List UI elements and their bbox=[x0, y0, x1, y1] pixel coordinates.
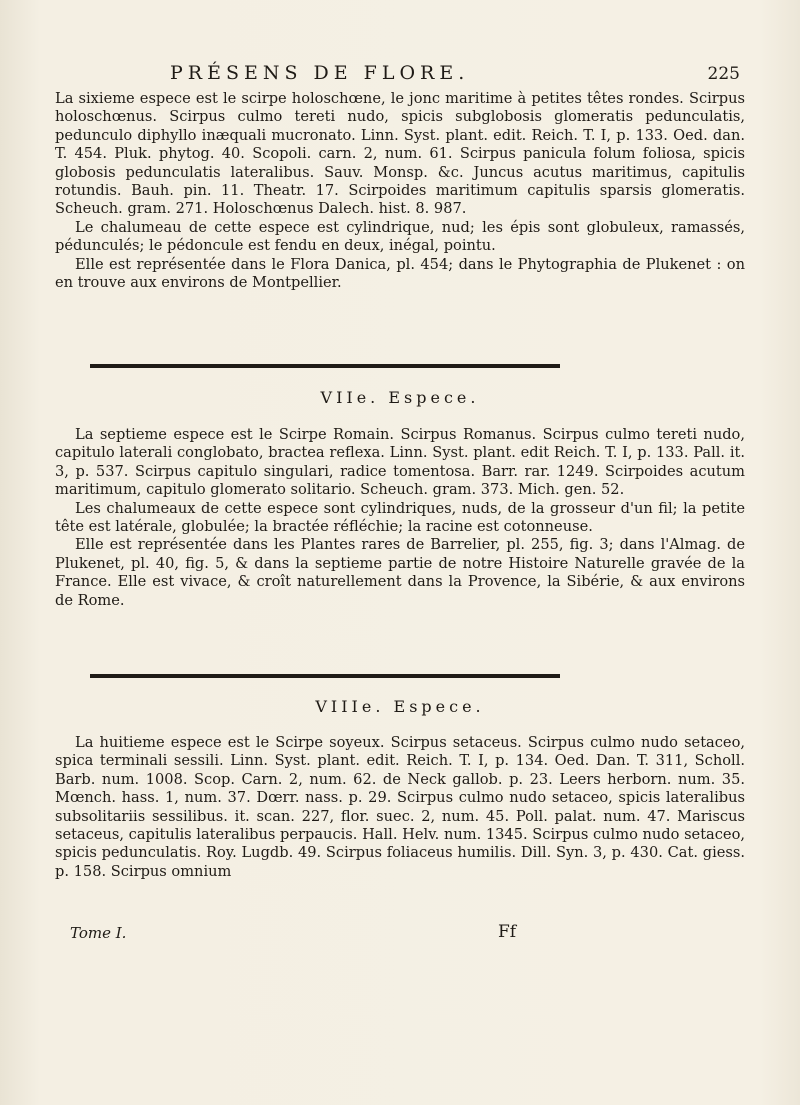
paragraph: La septieme espece est le Scirpe Romain. Scirpus Romanus. Scirpus culmo tereti nudo, capitulo laterali conglobato, bractea reflexa. Linn. Syst. plant. edit Reich. T. I, p. 133. Pall. it. 3, p. 537. Scirpus capitulo singulari, radice tomentosa. Barr. rar. 1249. Scirpoides acutum maritimum, capitulo glomerato solitario. Scheuch. gram. 373. Mich. gen. 52. bbox=[55, 426, 745, 499]
section-divider bbox=[90, 364, 560, 368]
section-8-text bbox=[55, 734, 745, 881]
volume-label: Tome I. bbox=[70, 924, 127, 942]
section-divider bbox=[90, 674, 560, 678]
paragraph: La huitieme espece est le Scirpe soyeux. Scirpus setaceus. Scirpus culmo nudo setaceo, spica terminali sessili. Linn. Syst. plant. edit. Reich. T. I, p. 134. Oed. Dan. T. 311, Scholl. Barb. num. 1008. Scop. Carn. 2, num. 62. de Neck gallob. p. 23. Leers herborn. num. 35. Mœnch. hass. 1, num. 37. Dœrr. nass. p. 29. Scirpus culmo nudo setaceo, spicis lateralibus subsolitariis sessilibus. it. scan. 227, flor. suec. 2, num. 45. Poll. palat. num. 47. Mariscus setaceus, capitulis lateralibus perpaucis. Hall. Helv. num. 1345. Scirpus culmo nudo setaceo, spicis pedunculatis. Roy. Lugdb. 49. Scirpus foliaceus humilis. Dill. Syn. 3, p. 430. Cat. giess. p. 158. Scirpus omnium bbox=[55, 734, 745, 880]
paragraph: Les chalumeaux de cette espece sont cylindriques, nuds, de la grosseur d'un fil; la petite tête est latérale, globulée; la bractée réfléchie; la racine est cotonneuse. bbox=[55, 499, 745, 536]
paragraph: Elle est représentée dans les Plantes rares de Barrelier, pl. 255, fig. 3; dans l'Almag. de Plukenet, pl. 40, fig. 5, & dans la septieme partie de notre Histoire Naturelle gravée de la France. Elle est vivace, & croît naturellement dans la Provence, la Sibérie, & aux environs de Rome. bbox=[55, 536, 745, 609]
paragraph: Le chalumeau de cette espece est cylindrique, nud; les épis sont globuleux, ramassés, pédunculés; le pédoncule est fendu en deux, inégal, pointu. bbox=[55, 218, 745, 255]
section-heading-8: VIIIe. Espece. bbox=[315, 697, 485, 716]
section-heading-7: VIIe. Espece. bbox=[320, 388, 480, 407]
paragraph: Elle est représentée dans le Flora Danica, pl. 454; dans le Phytographia de Plukenet : on en trouve aux environs de Montpellier. bbox=[55, 255, 745, 292]
paragraph: La sixieme espece est le scirpe holoschœne, le jonc maritime à petites têtes rondes. Scirpus holoschœnus. Scirpus culmo tereti nudo, spicis subglobosis glomeratis pedunculatis, pedunculo diphyllo inæquali mucronato. Linn. Syst. plant. edit. Reich. T. I, p. 133. Oed. dan. T. 454. Pluk. phytog. 40. Scopoli. carn. 2, num. 61. Scirpus panicula folum foliosa, spicis globosis pedunculatis lateralibus. Sauv. Monsp. &c. Juncus acutus maritimus, capitulis rotundis. Bauh. pin. 11. Theatr. 17. Scirpoides maritimum capitulis sparsis glomeratis. Scheuch. gram. 271. Holoschœnus Dalech. hist. 8. 987. bbox=[55, 90, 745, 218]
running-header bbox=[60, 62, 740, 92]
section-6-text bbox=[55, 90, 745, 292]
section-7-text bbox=[55, 426, 745, 610]
page-number: 225 bbox=[707, 64, 740, 84]
signature-mark: Ff bbox=[498, 922, 517, 942]
running-title: PRÉSENS DE FLORE. bbox=[170, 62, 470, 84]
